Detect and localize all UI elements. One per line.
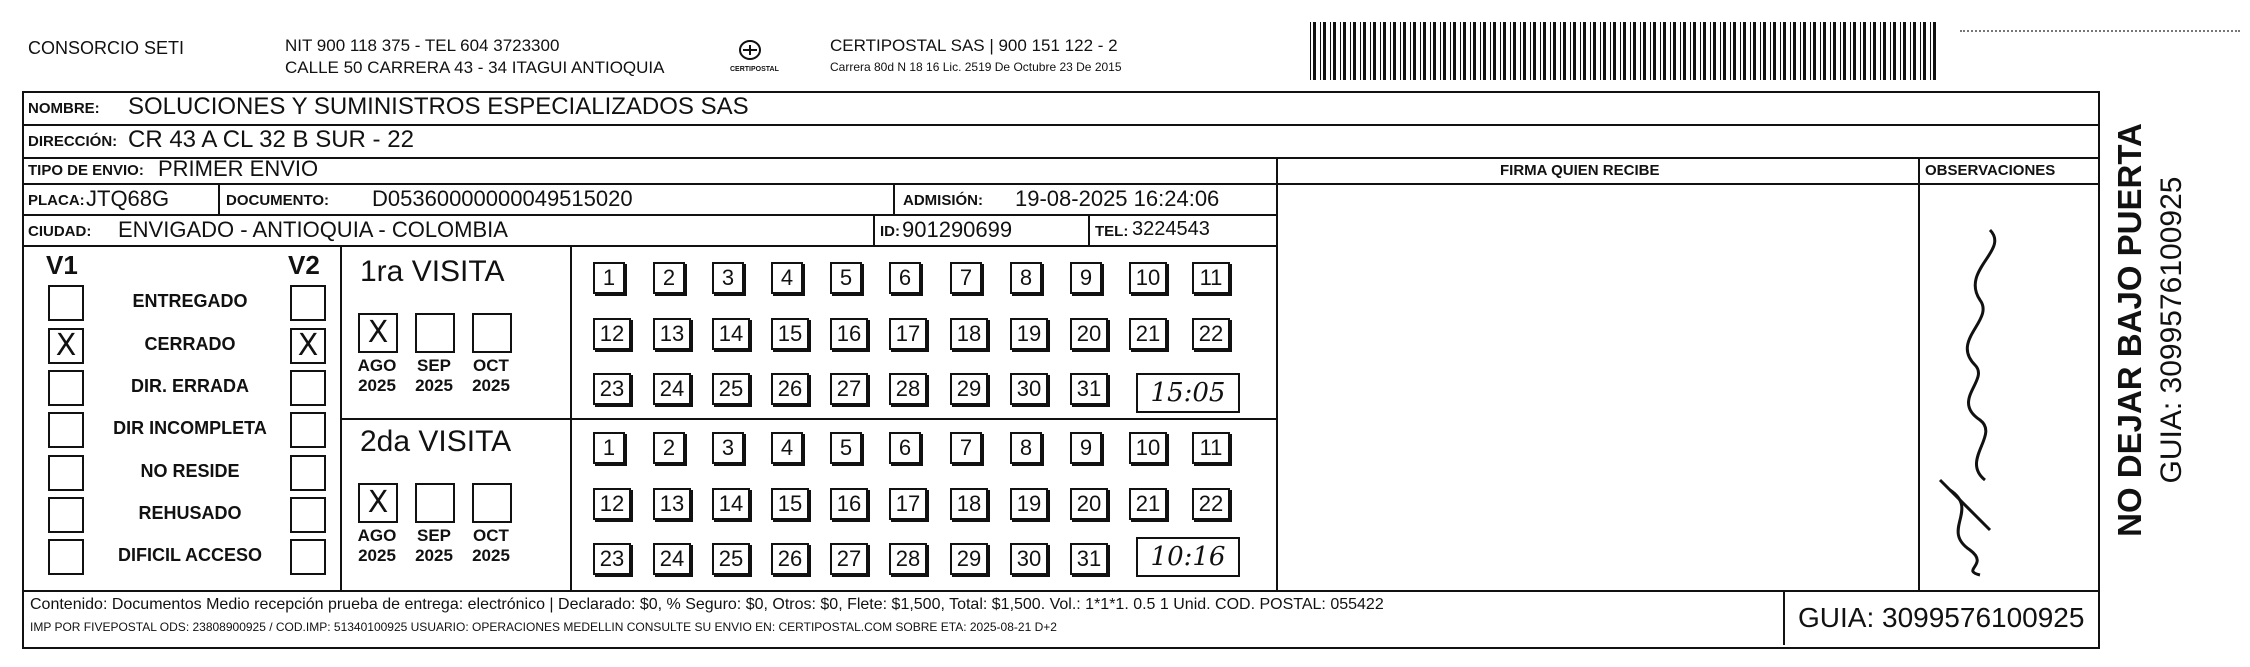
check-mark-icon: X [367,315,389,350]
barcode-bar [1350,22,1351,80]
barcode-bar [1540,22,1541,80]
barcode-bar [1923,22,1926,80]
day-box[interactable]: 13 [653,488,691,520]
barcode-bar [1563,22,1566,80]
day-box[interactable]: 11 [1192,432,1230,464]
barcode-bar [1613,22,1616,80]
barcode-bar [1503,22,1506,80]
barcode-bar [1870,22,1871,80]
barcode-bar [1353,22,1356,80]
month-year: 2025 [358,376,396,395]
barcode-bar [1340,22,1341,80]
barcode-bar [1823,22,1826,80]
day-box[interactable]: 23 [593,373,631,405]
tel-label: TEL: [1095,223,1129,240]
barcode-bar [1763,22,1766,80]
day-box[interactable]: 26 [771,543,809,575]
status-option-label: DIR. ERRADA [130,376,249,396]
barcode-bar [1403,22,1406,80]
barcode-bar [1623,22,1626,80]
firma-label: FIRMA QUIEN RECIBE [1500,162,1660,179]
barcode-bar [1373,22,1376,80]
barcode-bar [1790,22,1791,80]
month-year: 2025 [472,546,510,565]
observaciones-label: OBSERVACIONES [1925,162,2056,179]
ciudad-value: ENVIGADO - ANTIOQUIA - COLOMBIA [118,217,508,242]
tipo-envio-value: PRIMER ENVIO [158,156,319,181]
barcode-bar [1673,22,1676,80]
month-name: OCT [473,356,509,375]
row-line-2 [22,157,2098,159]
month-label [409,356,459,396]
placa-value: JTQ68G [86,186,170,211]
day-box[interactable]: 22 [1192,318,1230,350]
day-box[interactable]: 20 [1070,488,1108,520]
day-box[interactable]: 29 [950,543,988,575]
v2-checkbox[interactable] [290,285,326,321]
barcode-bar [1643,22,1646,80]
barcode-bar [1610,22,1611,80]
v1-checkbox[interactable] [48,370,84,406]
month-name: OCT [473,526,509,545]
day-box[interactable]: 1 [593,432,625,464]
footer-guia: GUIA: 3099576100925 [1798,602,2085,633]
barcode-bar [1820,22,1821,80]
day-box[interactable]: 18 [950,318,988,350]
day-box[interactable]: 28 [889,373,927,405]
barcode-bar [1913,22,1916,80]
barcode-bar [1313,22,1316,80]
barcode-bar [1310,22,1311,80]
barcode-bar [1433,22,1436,80]
v1-checkbox[interactable] [48,455,84,491]
first-visit-title: 1ra VISITA [360,255,505,288]
status-option-label: ENTREGADO [132,291,248,311]
barcode-bar [1593,22,1596,80]
barcode-bar [1560,22,1561,80]
barcode-bar [1363,22,1366,80]
barcode-bar [1420,22,1421,80]
day-box[interactable]: 6 [889,432,921,464]
second-visit-title: 2da VISITA [360,425,512,458]
day-box[interactable]: 14 [712,318,750,350]
day-box[interactable]: 9 [1070,262,1102,294]
barcode-bar [1690,22,1691,80]
month-checkbox[interactable] [415,313,455,353]
status-option-label: NO RESIDE [140,461,240,481]
barcode-bar [1703,22,1706,80]
day-box[interactable]: 3 [712,262,744,294]
barcode-bar [1733,22,1736,80]
side-guia: GUIA: 3099576100925 [2155,176,2188,484]
barcode-bar [1710,22,1711,80]
barcode-bar [1630,22,1631,80]
placa-divider [218,183,220,214]
barcode-bar [1743,22,1746,80]
barcode-bar [1853,22,1856,80]
barcode-bar [1580,22,1581,80]
barcode-bar [1483,22,1486,80]
license-line: Carrera 80d N 18 16 Lic. 2519 De Octubre 23 De 2015 [830,60,1122,74]
barcode-bar [1493,22,1496,80]
day-box[interactable]: 21 [1129,488,1167,520]
day-box[interactable]: 17 [889,318,927,350]
barcode-bar [1430,22,1431,80]
day-box[interactable]: 12 [593,318,631,350]
company-name: CONSORCIO SETI [28,38,185,58]
month-name: SEP [416,526,452,545]
barcode-bar [1570,22,1571,80]
barcode-bar [1490,22,1491,80]
day-box[interactable]: 10 [1129,432,1167,464]
barcode-bar [1650,22,1651,80]
barcode-bar [1873,22,1876,80]
barcode-bar [1590,22,1591,80]
documento-label: DOCUMENTO: [226,192,330,209]
day-box[interactable]: 15 [771,488,809,520]
barcode-bar [1533,22,1536,80]
contenido-line: Contenido: Documentos Medio recepción prueba de entrega: electrónico | Declarado: $0, % Seguro: $0, Otros: $0, Flete: $1,500, Total: $1,500. Vol.: 1*1*1. 0.5 1 Unid. COD. POSTAL: 055422 [30,596,1384,613]
barcode-bar [1840,22,1841,80]
month-label [466,526,516,566]
day-box[interactable]: 2 [653,262,685,294]
barcode-bar [1453,22,1456,80]
month-label [466,356,516,396]
barcode-bar [1920,22,1921,80]
month-label [352,526,402,566]
barcode-bar [1620,22,1621,80]
month-year: 2025 [415,546,453,565]
day-box[interactable]: 8 [1010,432,1042,464]
day-box[interactable]: 4 [771,262,803,294]
check-mark-icon: X [367,485,389,520]
imp-line: IMP POR FIVEPOSTAL ODS: 23808900925 / COD.IMP: 51340100925 USUARIO: OPERACIONES MEDELLIN CONSULTE SU ENVIO EN: CERTIPOSTAL.COM SOBRE ETA: 2025-08-21 D+2 [30,620,1057,634]
barcode-bar [1410,22,1411,80]
barcode-bar [1813,22,1816,80]
barcode-bar [1473,22,1476,80]
day-box[interactable]: 16 [830,318,868,350]
days-divider [570,245,572,590]
barcode-bar [1843,22,1846,80]
day-box[interactable]: 18 [950,488,988,520]
barcode-bar [1600,22,1601,80]
month-year: 2025 [472,376,510,395]
barcode-bar [1753,22,1756,80]
barcode-bar [1810,22,1811,80]
v1-checkbox[interactable] [48,328,84,364]
day-box[interactable]: 2 [653,432,685,464]
month-checkbox[interactable] [472,483,512,523]
barcode-bar [1460,22,1461,80]
barcode-bar [1640,22,1641,80]
day-box[interactable]: 13 [653,318,691,350]
barcode-bar [1680,22,1681,80]
barcode-bar [1603,22,1606,80]
barcode-bar [1500,22,1501,80]
barcode-bar [1903,22,1906,80]
barcode-bar [1793,22,1796,80]
barcode-bar [1550,22,1551,80]
barcode-bar [1333,22,1336,80]
barcode-bar [1760,22,1761,80]
barcode-bar [1390,22,1391,80]
day-box[interactable]: 21 [1129,318,1167,350]
check-mark-icon: X [297,328,319,363]
barcode-bar [1380,22,1381,80]
day-box[interactable]: 31 [1070,373,1108,405]
nit-line: NIT 900 118 375 - TEL 604 3723300 [285,36,560,55]
day-box[interactable]: 7 [950,262,982,294]
barcode-bar [1370,22,1371,80]
status-option-label: DIR INCOMPLETA [113,418,267,438]
barcode-bar [1693,22,1696,80]
day-box[interactable]: 23 [593,543,631,575]
id-divider [873,214,875,245]
month-label [409,526,459,566]
main-frame [22,91,2100,649]
month-year: 2025 [358,546,396,565]
barcode-bar [1583,22,1586,80]
v2-checkbox[interactable] [290,370,326,406]
day-box[interactable]: 6 [889,262,921,294]
address-line: CALLE 50 CARRERA 43 - 34 ITAGUI ANTIOQUIA [285,58,665,77]
day-box[interactable]: 1 [593,262,625,294]
day-box[interactable]: 9 [1070,432,1102,464]
month-name: SEP [416,356,452,375]
day-box[interactable]: 19 [1010,318,1048,350]
v2-checkbox[interactable] [290,412,326,448]
barcode-bar [1883,22,1886,80]
admision-value: 19-08-2025 16:24:06 [1015,186,1220,211]
certipostal-logo-icon [730,38,770,66]
day-box[interactable]: 16 [830,488,868,520]
barcode-bar [1400,22,1401,80]
nombre-value: SOLUCIONES Y SUMINISTROS ESPECIALIZADOS SAS [128,93,749,120]
month-checkbox[interactable] [415,483,455,523]
day-box[interactable]: 31 [1070,543,1108,575]
direccion-value: CR 43 A CL 32 B SUR - 22 [128,126,414,153]
barcode-bar [1330,22,1331,80]
day-box[interactable]: 25 [712,373,750,405]
barcode-bar [1480,22,1481,80]
id-value: 901290699 [902,217,1013,242]
direccion-label: DIRECCIÓN: [28,133,118,150]
day-box[interactable]: 29 [950,373,988,405]
barcode-bar [1450,22,1451,80]
month-label [352,356,402,396]
barcode-bar [1880,22,1881,80]
barcode-bar [1890,22,1891,80]
barcode-bar [1323,22,1326,80]
v1-label: V1 [46,250,78,280]
day-box[interactable]: 25 [712,543,750,575]
barcode-bar [1520,22,1521,80]
logo-text: CERTIPOSTAL [730,66,779,73]
v1-checkbox[interactable] [48,497,84,533]
barcode-bar [1543,22,1546,80]
month-year: 2025 [415,376,453,395]
barcode-bar [1393,22,1396,80]
barcode-bar [1720,22,1721,80]
barcode-bar [1443,22,1446,80]
barcode-bar [1440,22,1441,80]
day-box[interactable]: 10 [1129,262,1167,294]
barcode-bar [1523,22,1526,80]
month-checkbox[interactable] [472,313,512,353]
barcode-bar [1730,22,1731,80]
barcode-bar [1653,22,1656,80]
barcode-bar [1773,22,1776,80]
first-visit-time: 15:05 [1136,373,1240,413]
day-box[interactable]: 22 [1192,488,1230,520]
barcode-bar [1740,22,1741,80]
recipient-signature-icon [1920,190,2050,580]
v2-label: V2 [288,250,320,280]
day-box[interactable]: 5 [830,262,862,294]
v2-checkbox[interactable] [290,455,326,491]
barcode-bar [1423,22,1426,80]
barcode-bar [1470,22,1471,80]
day-box[interactable]: 4 [771,432,803,464]
v2-checkbox[interactable] [290,497,326,533]
barcode-bar [1573,22,1576,80]
barcode-bar [1780,22,1781,80]
barcode-bar [1700,22,1701,80]
month-checkbox[interactable] [358,313,398,353]
visit-divider [340,418,1278,420]
barcode-bar [1833,22,1836,80]
v2-checkbox[interactable] [290,539,326,575]
day-box[interactable]: 20 [1070,318,1108,350]
day-box[interactable]: 26 [771,373,809,405]
barcode-bar [1553,22,1556,80]
carrier-line: CERTIPOSTAL SAS | 900 151 122 - 2 [830,36,1118,55]
day-box[interactable]: 30 [1010,543,1048,575]
day-box[interactable]: 17 [889,488,927,520]
barcode-bar [1713,22,1716,80]
tel-divider [1088,214,1090,245]
row-line-5 [22,245,1278,247]
status-option-label: CERRADO [144,334,236,354]
barcode [1310,22,1940,80]
check-mark-icon: X [55,328,77,363]
barcode-bar [1830,22,1831,80]
tel-value: 3224543 [1132,218,1210,240]
day-box[interactable]: 12 [593,488,631,520]
nombre-label: NOMBRE: [28,100,100,117]
day-box[interactable]: 7 [950,432,982,464]
row-line-3 [22,183,2098,185]
barcode-bar [1660,22,1661,80]
day-box[interactable]: 5 [830,432,862,464]
day-box[interactable]: 8 [1010,262,1042,294]
day-box[interactable]: 14 [712,488,750,520]
status-option-label: DIFICIL ACCESO [117,545,262,565]
day-box[interactable]: 24 [653,373,691,405]
barcode-bar [1850,22,1851,80]
barcode-bar [1513,22,1516,80]
barcode-bar [1360,22,1361,80]
barcode-bar [1930,22,1931,80]
month-checkbox[interactable] [358,483,398,523]
ciudad-label: CIUDAD: [28,223,92,240]
barcode-bar [1663,22,1666,80]
barcode-bar [1343,22,1346,80]
day-box[interactable]: 27 [830,543,868,575]
day-box[interactable]: 28 [889,543,927,575]
barcode-bar [1670,22,1671,80]
barcode-bar [1783,22,1786,80]
tipo-envio-label: TIPO DE ENVIO: [28,162,144,179]
barcode-bar [1723,22,1726,80]
day-box[interactable]: 30 [1010,373,1048,405]
barcode-bar [1750,22,1751,80]
footer-line [22,590,2098,592]
barcode-bar [1510,22,1511,80]
barcode-bar [1933,22,1936,80]
footer-guia-divider [1783,590,1785,645]
documento-value: D05360000000049515020 [372,186,633,211]
barcode-bar [1893,22,1896,80]
side-warning: NO DEJAR BAJO PUERTA [2111,123,2148,537]
firma-divider [1276,157,1278,592]
barcode-bar [1860,22,1861,80]
barcode-bar [1320,22,1321,80]
barcode-bar [1383,22,1386,80]
barcode-bar [1800,22,1801,80]
day-box[interactable]: 3 [712,432,744,464]
v1-checkbox[interactable] [48,412,84,448]
v1-checkbox[interactable] [48,539,84,575]
barcode-bar [1530,22,1531,80]
id-label: ID: [880,223,900,240]
placa-label: PLACA: [28,192,85,209]
barcode-bar [1413,22,1416,80]
day-box[interactable]: 27 [830,373,868,405]
header-dash-line [1960,30,2240,33]
barcode-bar [1683,22,1686,80]
status-option-label: REHUSADO [138,503,242,523]
day-box[interactable]: 24 [653,543,691,575]
barcode-bar [1463,22,1466,80]
month-name: AGO [357,526,397,545]
v2-checkbox[interactable] [290,328,326,364]
day-box[interactable]: 19 [1010,488,1048,520]
barcode-bar [1803,22,1806,80]
barcode-bar [1633,22,1636,80]
barcode-bar [1770,22,1771,80]
day-box[interactable]: 11 [1192,262,1230,294]
second-visit-time: 10:16 [1136,537,1240,577]
admision-label: ADMISIÓN: [903,192,983,209]
admision-divider [893,183,895,214]
barcode-bar [1910,22,1911,80]
day-box[interactable]: 15 [771,318,809,350]
barcode-bar [1900,22,1901,80]
barcode-bar [1863,22,1866,80]
v1-checkbox[interactable] [48,285,84,321]
month-name: AGO [357,356,397,375]
